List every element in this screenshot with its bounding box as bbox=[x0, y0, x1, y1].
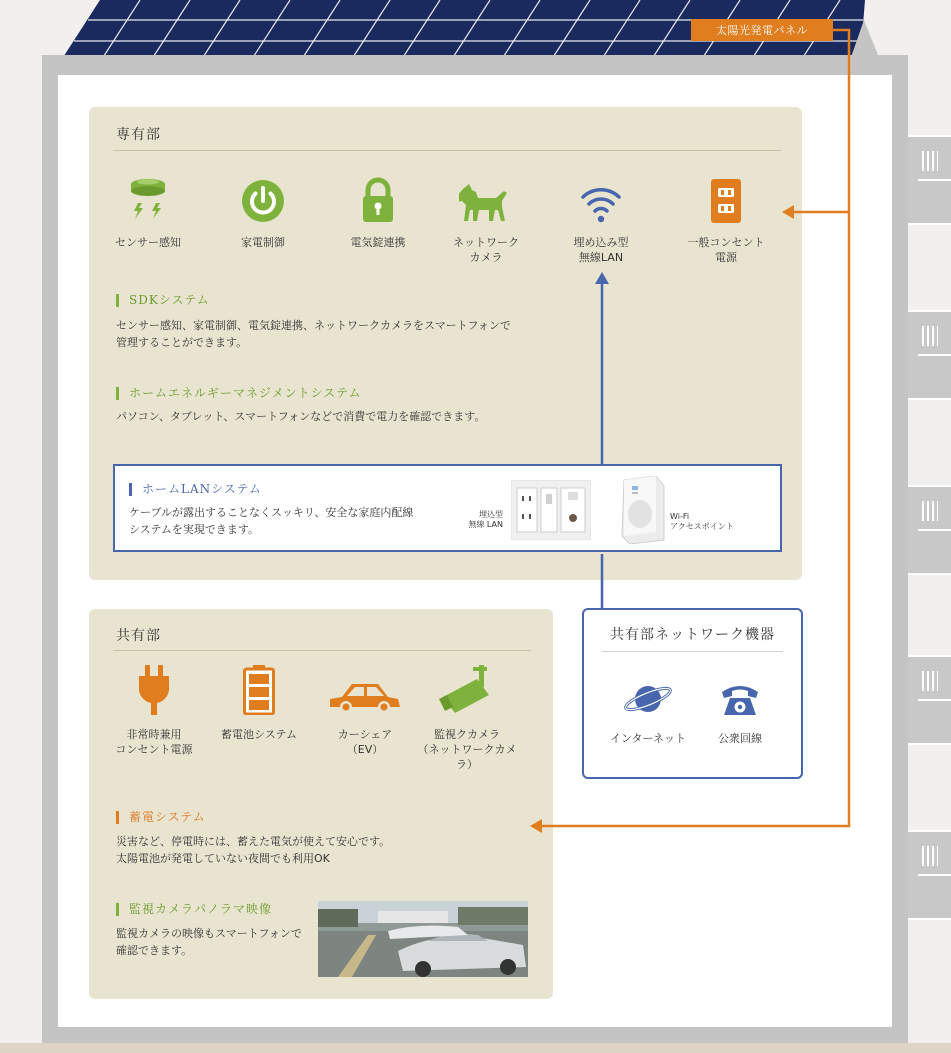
cctv-camera-icon bbox=[412, 667, 522, 715]
balcony bbox=[908, 135, 951, 225]
panorama-heading: 監視カメラパノラマ映像 bbox=[116, 903, 272, 916]
outlet-icon bbox=[671, 175, 781, 223]
lan-text: ケーブルが露出することなくスッキリ、安全な家庭内配線 システムを実現できます。 bbox=[129, 506, 414, 536]
divider bbox=[113, 150, 781, 151]
wifi-access-point-image bbox=[618, 476, 668, 544]
solar-panel-label: 太陽光発電パネル bbox=[691, 19, 833, 41]
embedded-lan-label: 埋込型 無線 LAN bbox=[468, 510, 503, 529]
lock-icon bbox=[323, 175, 433, 223]
network-equipment-box bbox=[582, 608, 803, 779]
divider bbox=[602, 651, 783, 652]
balcony bbox=[908, 310, 951, 400]
home-lan-box bbox=[113, 464, 782, 552]
icon-item-network-camera bbox=[431, 175, 541, 265]
icon-label: センサー感知 bbox=[115, 236, 181, 249]
storage-text: 災害など、停電時には、蓄えた電気が使えて安心です。 太陽電池が発電していない夜間でも利用OK bbox=[116, 835, 391, 865]
icon-item-cctv bbox=[412, 667, 522, 772]
roof-corner bbox=[850, 20, 880, 60]
battery-icon bbox=[204, 667, 314, 715]
icon-label: 非常時兼用 コンセント電源 bbox=[115, 728, 193, 756]
hems-heading: ホームエネルギーマネジメントシステム bbox=[116, 387, 361, 400]
embedded-lan-device-image bbox=[511, 480, 591, 540]
icon-label: 蓄電池システム bbox=[221, 728, 297, 741]
internet-item bbox=[598, 682, 698, 746]
icon-item-appliance bbox=[208, 175, 318, 250]
wifi-icon bbox=[546, 175, 656, 223]
icon-item-sensor bbox=[93, 175, 203, 250]
private-area-title: 専有部 bbox=[116, 127, 161, 143]
balcony bbox=[908, 655, 951, 745]
car-icon bbox=[310, 667, 420, 715]
balcony bbox=[908, 485, 951, 575]
icon-label: 家電制御 bbox=[241, 236, 285, 249]
internet-label: インターネット bbox=[609, 732, 686, 745]
smoke-sensor-icon bbox=[93, 175, 203, 223]
panorama-text: 監視カメラの映像もスマートフォンで 確認できます。 bbox=[116, 927, 302, 957]
balcony bbox=[908, 830, 951, 920]
storage-heading: 蓄電システム bbox=[116, 811, 206, 824]
dog-icon bbox=[431, 175, 541, 223]
ground bbox=[0, 1043, 951, 1053]
icon-item-lock bbox=[323, 175, 433, 250]
network-equipment-title: 共有部ネットワーク機器 bbox=[610, 627, 775, 643]
power-icon bbox=[208, 175, 318, 223]
icon-label: カーシェア （EV） bbox=[337, 728, 393, 756]
icon-label: 一般コンセント 電源 bbox=[687, 236, 765, 264]
public-line-item bbox=[690, 682, 790, 746]
common-area-title: 共有部 bbox=[116, 628, 161, 644]
sdk-text: センサー感知、家電制御、電気錠連携、ネットワークカメラをスマートフォンで 管理することができます。 bbox=[116, 319, 511, 349]
telephone-icon bbox=[720, 682, 760, 716]
public-line-label: 公衆回線 bbox=[718, 732, 762, 745]
wifi-access-point-label: Wi-Fi アクセスポイント bbox=[670, 512, 734, 531]
icon-item-wireless-lan bbox=[546, 175, 656, 265]
parking-camera-photo bbox=[318, 901, 528, 977]
divider bbox=[113, 650, 531, 651]
hems-text: パソコン、タブレット、スマートフォンなどで消費で電力を確認できます。 bbox=[116, 410, 486, 423]
icon-item-car-share bbox=[310, 667, 420, 757]
planet-icon bbox=[623, 682, 673, 716]
icon-item-emergency-outlet bbox=[99, 667, 209, 757]
plug-icon bbox=[99, 667, 209, 715]
icon-item-battery bbox=[204, 667, 314, 742]
icon-label: ネットワーク カメラ bbox=[453, 236, 519, 264]
common-area-panel bbox=[89, 609, 553, 999]
icon-item-outlet bbox=[671, 175, 781, 265]
lan-heading: ホームLANシステム bbox=[129, 483, 262, 496]
icon-label: 監視クカメラ （ネットワークカメラ） bbox=[417, 728, 517, 771]
sdk-heading: SDKシステム bbox=[116, 294, 210, 307]
icon-label: 電気錠連携 bbox=[350, 236, 406, 249]
icon-label: 埋め込み型 無線LAN bbox=[573, 236, 629, 264]
